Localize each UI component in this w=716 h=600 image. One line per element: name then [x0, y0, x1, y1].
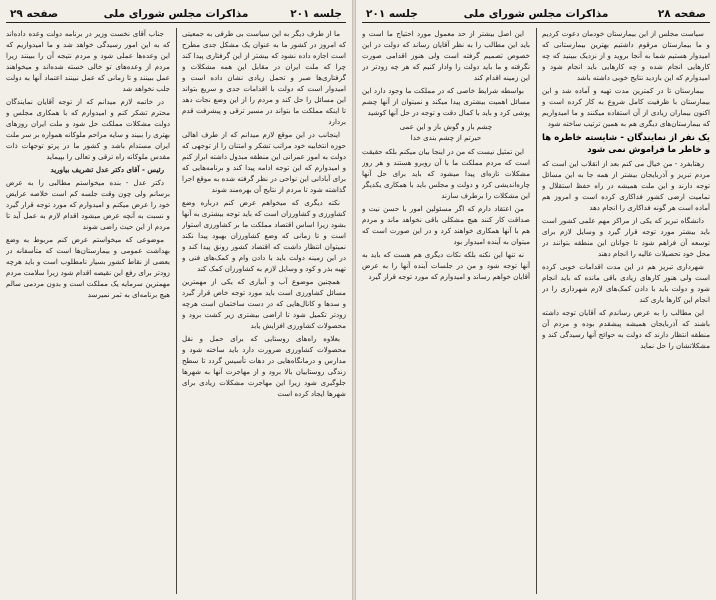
left-page-session: جلسه ۲۰۱ [290, 8, 342, 20]
paragraph: دانشگاه تبریز که یکی از مراکز مهم علمی کشور است باید بیشتر مورد توجه قرار گیرد و وسایل لازم برای توسعه آن فراهم شود تا جوانان این منطقه بتوانند در محل خود تحصیلات عالیه را انجام دهند [542, 216, 710, 258]
paragraph: جناب آقای نخست وزیر در برنامه دولت وعده داده‌اند که به این امور رسیدگی خواهد شد و ما امیدواریم که این وعده‌ها عملی شود و مردم نتیجه آن را ببینند زیرا مردم از وعده‌های تو خالی خسته شده‌اند و میخواهند عمل ببینند و تا زمانی که عمل نبینند اعتماد آنها به دولت جلب نخواهد شد [6, 29, 170, 93]
left-page-column-right [182, 28, 346, 594]
left-page-title: مذاکرات مجلس شورای ملی [103, 8, 249, 20]
poem-verse [362, 121, 530, 143]
paragraph: همچنین موضوع آب و آبیاری که یکی از مهمترین مسائل کشاورزی است باید مورد توجه خاص قرار گیرد و سدها و کانال‌هایی که در دست ساختمان است هرچه زودتر تکمیل شود تا اراضی بیشتری زیر کشت برود و محصولات کشاورزی افزایش یابد [182, 277, 346, 330]
paragraph: این تمثیل نیست که من در اینجا بیان میکنم بلکه حقیقت است که مردم مملکت ما با آن روبرو هستند و هر روز مشکلات تازه‌ای پیدا میشود که باید برای حل آنها چاره‌اندیشی کرد و دولت و مجلس باید با همکاری یکدیگر این مشکلات را برطرف سازند [362, 147, 530, 200]
section-heading: یک نفر از نمایندگان - شایسته خاطره ها و خاطر ما فراموش نمی شود [542, 133, 710, 155]
paragraph: شهرداری تبریز هم در این مدت اقدامات خوبی کرده است ولی هنوز کارهای زیادی باقی مانده که باید انجام شود و دولت باید با دادن کمک‌های لازم شهرداری را در انجام این کارها یاری کند [542, 262, 710, 304]
paragraph: سیاست مجلس از این بیمارستان خودمان دعوت کردیم و ما بیمارستان مرقوم داشتیم بهترین بیمارستانی که امیدوار هستیم شما به آنجا بروید و از نزدیک ببینید که چه کارهایی انجام شده و چه کارهایی باید انجام شود و امیدوارم که این بازدید نتایج خوبی داشته باشد [542, 29, 710, 82]
left-page-columns [6, 28, 346, 594]
column-divider [536, 28, 537, 594]
paragraph: اینجانب در این موقع لازم میدانم که از طرف اهالی حوزه انتخابیه خود مراتب تشکر و امتنان را از توجهی که دولت به امور عمرانی این منطقه مبذول داشته ابراز کنم و امیدوارم که این توجه ادامه پیدا کند و برنامه‌هایی که برای آبادانی این نواحی در نظر گرفته شده به موقع اجرا گذاشته شود تا مردم از نتایج آن بهره‌مند شوند [182, 130, 346, 194]
left-page-number: صفحه ۲۹ [10, 8, 59, 20]
right-page-header [362, 8, 710, 23]
right-page [356, 0, 716, 600]
paragraph: این مطالب را به عرض رساندم که آقایان توجه داشته باشند که آذربایجان همیشه پیشقدم بوده و مردم آن منطقه انتظار دارند که دولت به حوائج آنها رسیدگی کند و مشکلاتشان را حل نماید [542, 308, 710, 350]
paragraph: دکتر عدل - بنده میخواستم مطالبی را به عرض برسانم ولی چون وقت جلسه کم است خلاصه عرایض خود را عرض میکنم و امیدوارم که مورد توجه قرار گیرد و نسبت به آنچه عرض میشود اقدام لازم به عمل آید تا مردم از این حیث راضی شوند [6, 178, 170, 231]
right-page-column-right [542, 28, 710, 594]
column-divider [176, 28, 177, 594]
left-page-header [6, 8, 346, 23]
right-page-number: صفحه ۲۸ [657, 8, 706, 20]
speaker-line: رئیس - آقای دکتر عدل تشریف بیاورید [50, 165, 164, 174]
paragraph: موضوعی که میخواستم عرض کنم مربوط به وضع بهداشت عمومی و بیمارستان‌ها است که متأسفانه در بعضی از نقاط کشور بسیار نامطلوب است و باید هرچه زودتر برای رفع این نقیصه اقدام شود زیرا سلامت مردم مهمترین سرمایه یک مملکت است و بدون مردمی سالم هیچ برنامه‌ای به ثمر نمیرسد [6, 235, 170, 299]
left-page-column-left [6, 28, 170, 594]
paragraph: بواسطه شرایط خاصی که در مملکت ما وجود دارد این مسائل اهمیت بیشتری پیدا میکند و نمیتوان از آنها چشم پوشی کرد و باید با کمال دقت و توجه در حل آنها کوشید [362, 86, 530, 117]
right-page-columns [362, 28, 710, 594]
right-page-column-left [362, 28, 530, 594]
paragraph: بعلاوه راه‌های روستایی که برای حمل و نقل محصولات کشاورزی ضرورت دارد باید ساخته شود و مدارس و درمانگاه‌هایی در دهات تأسیس گردد تا سطح زندگی روستاییان بالا برود و از مهاجرت آنها به شهرها جلوگیری شود زیرا این مهاجرت مشکلات زیادی برای شهرها ایجاد کرده است [182, 334, 346, 398]
paragraph: این اصل بیشتر از حد معمول مورد احتیاج ما است و باید این مطالب را به نظر آقایان رساند که دولت در این خصوص تصمیم گرفته است ولی هنوز اقدامی صورت نگرفته و ما باید دولت را وادار کنیم که هر چه زودتر در این زمینه اقدام کند [362, 29, 530, 82]
poem-line: چشم باز و گوش باز و این عمی [399, 122, 493, 131]
paragraph: من اعتقاد دارم که اگر مسئولین امور با حسن نیت و صداقت کار کنند هیچ مشکلی باقی نخواهد ماند و مردم هم با آنها همکاری خواهند کرد و در این صورت است که میتوان به آینده امیدوار بود [362, 204, 530, 246]
paragraph: نکته دیگری که میخواهم عرض کنم درباره وضع کشاورزی و کشاورزان است که باید توجه بیشتری به آنها بشود زیرا اساس اقتصاد مملکت ما بر کشاورزی استوار است و تا زمانی که وضع کشاورزان بهبود پیدا نکند نمیتوان انتظار داشت که اقتصاد کشور رونق پیدا کند و در این زمینه دولت باید با دادن وام و کمک‌های فنی و تهیه بذر و کود و وسایل لازم به کشاورزان کمک کند [182, 198, 346, 273]
paragraph: در خاتمه لازم میدانم که از توجه آقایان نمایندگان محترم تشکر کنم و امیدوارم که با همکاری مجلس و دولت مشکلات مملکت حل شود و ملت ایران روزهای بهتری را ببیند و سایه مراحم ملوکانه همواره بر سر ملت ایران مستدام باشد و کشور ما در پرتو توجهات ذات مقدس ملوکانه راه ترقی و تعالی را بپیماید [6, 97, 170, 161]
paragraph: ما از طرف دیگر به این سیاست بی طرفی به جمعیتی که امروز در کشور ما به عنوان یک مشکل جدی مطرح است اجازه داده نشود که بیشتر از این گرفتاری پیدا کند چرا که ملت ایران در مقابل این همه مشکلات و گرفتاری‌ها صبر و تحمل زیادی نشان داده است و امیدوار است که دولت با اقدامات جدی و سریع بتواند این مسائل را حل کند و مردم را از این وضع نجات دهد تا اینکه مملکت ما بتواند در مسیر ترقی و پیشرفت قدم بردارد [182, 29, 346, 126]
paragraph: زهتابفرد - من خیال می کنم بعد از انقلاب این است که مردم تبریز و آذربایجان بیشتر از همه جا به این مسائل توجه دارند و این ملت همیشه در راه حفظ استقلال و تمامیت ارضی کشور فداکاری کرده است و امروز هم آماده است هر گونه فداکاری را انجام دهد [542, 159, 710, 212]
paragraph: بیمارستان تا در کمترین مدت تهیه و آماده شد و این بیمارستان با ظرفیت کامل شروع به کار کرده است و اکنون بیماران زیادی از آن استفاده میکنند و ما امیدواریم که بیمارستان‌های دیگری هم به همین ترتیب ساخته شود [542, 86, 710, 128]
paragraph: نه تنها این نکته بلکه نکات دیگری هم هست که باید به آنها توجه شود و من در جلسات آینده آنها را به عرض آقایان خواهم رساند و امیدوارم که مورد توجه قرار گیرد [362, 250, 530, 281]
left-page [0, 0, 352, 600]
poem-line: حیرتم از چشم بندی خدا [410, 133, 482, 142]
right-page-title: مذاکرات مجلس شورای ملی [463, 8, 609, 20]
right-page-session: جلسه ۲۰۱ [366, 8, 418, 20]
